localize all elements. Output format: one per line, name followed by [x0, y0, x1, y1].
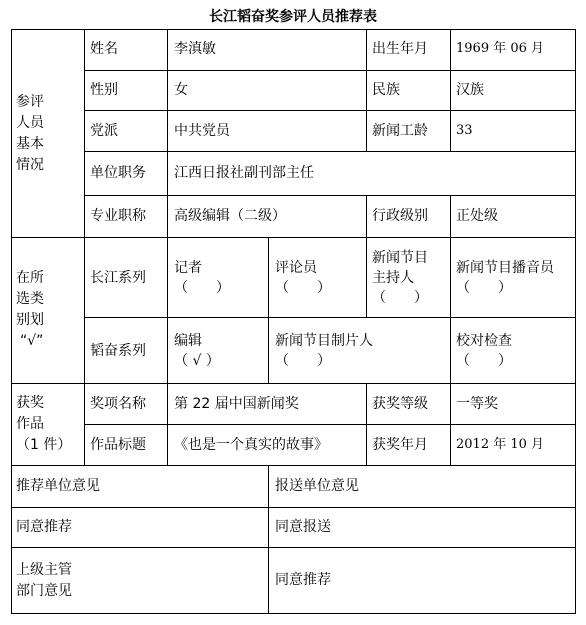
ethnic-label: 民族	[372, 82, 400, 98]
gender-value: 女	[174, 82, 188, 98]
proofreader-option: 校对检查	[456, 333, 512, 349]
producer-option: 新闻节目制片人	[275, 333, 373, 349]
commentator-checkbox[interactable]: （ ）	[275, 280, 331, 296]
birth-value: 1969 年 06 月	[456, 41, 545, 56]
unit-value: 江西日报社副刊部主任	[174, 165, 314, 181]
party-value: 中共党员	[174, 123, 230, 139]
work-title-value: 《也是一个真实的故事》	[174, 437, 328, 453]
name-value: 李滇敏	[174, 41, 216, 57]
work-title-label: 作品标题	[90, 437, 146, 453]
name-label: 姓名	[90, 41, 118, 57]
birth-label: 出生年月	[372, 41, 428, 57]
submit-unit-opinion: 同意报送	[275, 519, 331, 535]
superior-dept-opinion: 同意推荐	[275, 572, 331, 588]
producer-checkbox[interactable]: （ ）	[275, 353, 331, 369]
category-section-label-2: 选类	[16, 291, 44, 307]
taofen-series-label: 韬奋系列	[90, 343, 146, 359]
category-section-label-3: 别划	[16, 312, 44, 328]
reporter-checkbox[interactable]: （ ）	[174, 280, 230, 296]
professional-title-label: 专业职称	[90, 208, 146, 224]
changjiang-series-label: 长江系列	[90, 270, 146, 286]
recommend-unit-label: 推荐单位意见	[16, 478, 100, 494]
prize-name-label: 奖项名称	[90, 396, 146, 412]
award-level-value: 一等奖	[456, 396, 498, 412]
basic-section-label: 参评人员基本情况	[16, 94, 44, 173]
superior-dept-label-2: 部门意见	[16, 583, 72, 599]
form-title: 长江韬奋奖参评人员推荐表	[209, 9, 377, 25]
admin-level-value: 正处级	[456, 208, 498, 224]
commentator-option: 评论员	[275, 260, 317, 276]
award-section-label-2: 作品	[16, 416, 44, 432]
award-date-value: 2012 年 10 月	[456, 437, 545, 452]
reporter-option: 记者	[174, 260, 202, 276]
award-level-label: 获奖等级	[372, 396, 428, 412]
superior-dept-label-1: 上级主管	[16, 562, 72, 578]
host-option-line1: 新闻节目	[372, 250, 428, 266]
proofreader-checkbox[interactable]: （ ）	[456, 353, 512, 369]
category-section-label-4: “√”	[20, 333, 44, 349]
submit-unit-label: 报送单位意见	[275, 478, 359, 494]
award-section-label-3: （1 件）	[16, 437, 72, 453]
admin-level-label: 行政级别	[372, 208, 428, 224]
prize-name-value: 第 22 届中国新闻奖	[174, 396, 299, 412]
recommend-unit-opinion: 同意推荐	[16, 519, 72, 535]
years-value: 33	[456, 123, 473, 138]
editor-checkbox[interactable]: （ √ ）	[174, 353, 220, 369]
announcer-option: 新闻节目播音员	[456, 260, 554, 276]
host-option-line2: 主持人	[372, 270, 414, 286]
ethnic-value: 汉族	[456, 82, 484, 98]
editor-option: 编辑	[174, 333, 202, 349]
award-section-label-1: 获奖	[16, 395, 44, 411]
professional-title-value: 高级编辑（二级）	[174, 208, 286, 224]
years-label: 新闻工龄	[372, 123, 428, 139]
gender-label: 性别	[90, 82, 118, 98]
host-checkbox[interactable]: （ ）	[372, 290, 428, 306]
party-label: 党派	[90, 123, 118, 139]
announcer-checkbox[interactable]: （ ）	[456, 280, 512, 296]
unit-label: 单位职务	[90, 165, 146, 181]
award-date-label: 获奖年月	[372, 437, 428, 453]
category-section-label-1: 在所	[16, 270, 44, 286]
